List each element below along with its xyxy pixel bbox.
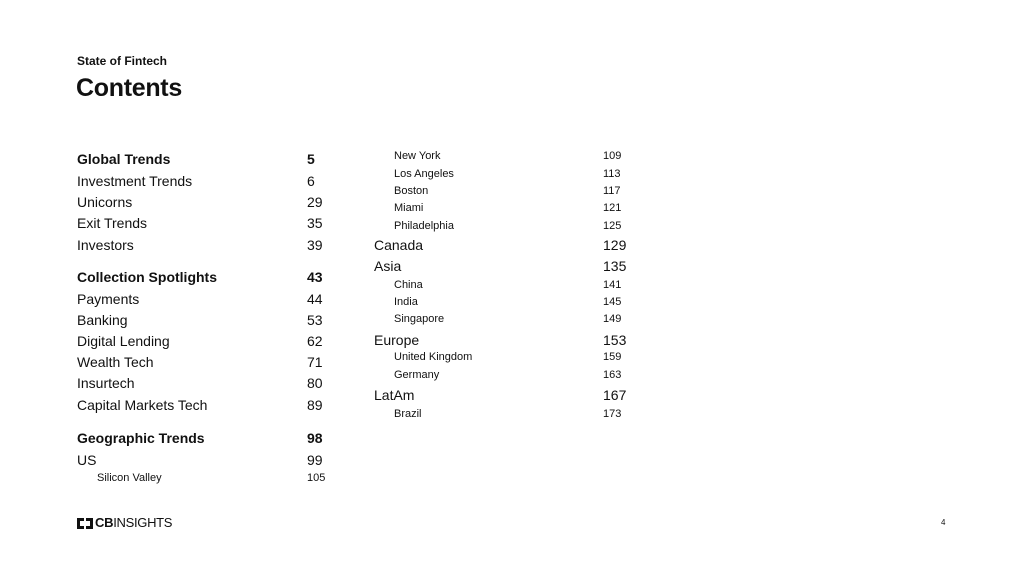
logo-wordmark: CBINSIGHTS	[95, 515, 173, 530]
subtitle: State of Fintech	[77, 54, 168, 68]
cb-insights-logo	[77, 516, 172, 530]
page-title: Contents	[76, 74, 182, 102]
page-number: 4	[941, 518, 946, 527]
cb-insights-logo-icon	[77, 518, 93, 529]
